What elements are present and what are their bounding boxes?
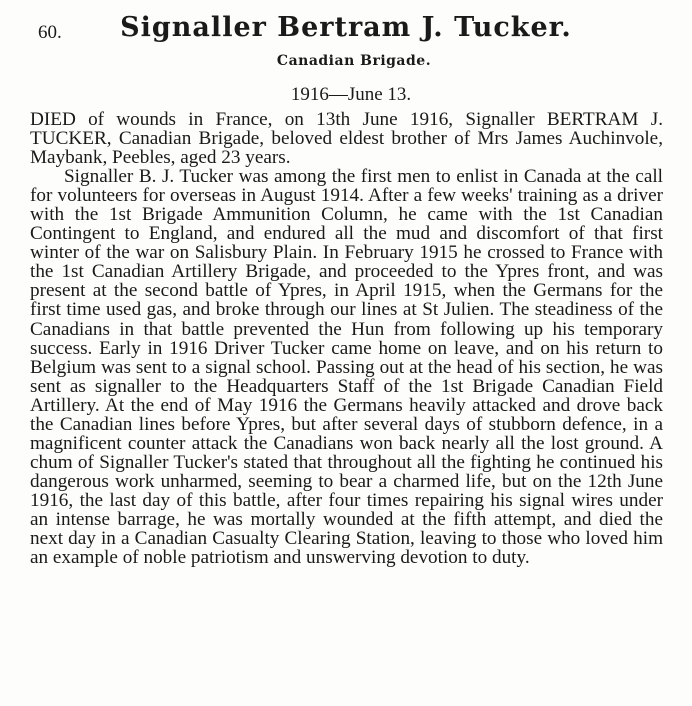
paragraph-biography: Signaller B. J. Tucker was among the first men to enlist in Canada at the call for volunteers for overseas in August 1914. After a few weeks' training as a driver with the 1st Brigade Ammunition Column, he came with the 1st Canadian Contingent to England, and endured all the mud and discomfort of that first winter of the war on Salisbury Plain. In February 1915 he crossed to France with the 1st Canadian Artillery Brigade, and proceeded to the Ypres front, and was present at the second battle of Ypres, in April 1915, when the Germans for the first time used gas, and broke through our lines at St Julien. The steadiness of the Canadians in that battle prevented the Hun from following up his temporary success. Early in 1916 Driver Tucker came home on leave, and on his return to Belgium was sent to a signal school. Passing out at the head of his section, he was sent as signaller to the Headquarters Staff of the 1st Brigade Canadian Field Artillery. At the end of May 1916 the Germans heavily attacked and drove back the Canadian lines before Ypres, but after several days of stubborn defence, in a magnificent counter attack the Canadians won back nearly all the lost ground. A chum of Signaller Tucker's stated that throughout all the fighting he continued his dangerous work unharmed, seeming to bear a charmed life, but on the 12th June 1916, the last day of this battle, after four times repairing his signal wires under an intense barrage, he was mortally wounded at the fifth attempt, and died the next day in a Canadian Casualty Clearing Station, leaving to those who loved him an example of noble patriotism and unswerving devotion to duty. — [30, 166, 663, 569]
page-title: Signaller Bertram J. Tucker. — [120, 12, 572, 43]
subtitle: Canadian Brigade. — [276, 53, 432, 69]
body-text — [30, 110, 663, 567]
date-line: 1916—June 13. — [290, 84, 412, 105]
page-number: 60. — [38, 22, 62, 43]
paragraph-obituary-notice: DIED of wounds in France, on 13th June 1916, Signaller BERTRAM J. TUCKER, Canadian Brigade, beloved eldest brother of Mrs James Auchinvole, Maybank, Peebles, aged 23 years. — [30, 109, 663, 169]
